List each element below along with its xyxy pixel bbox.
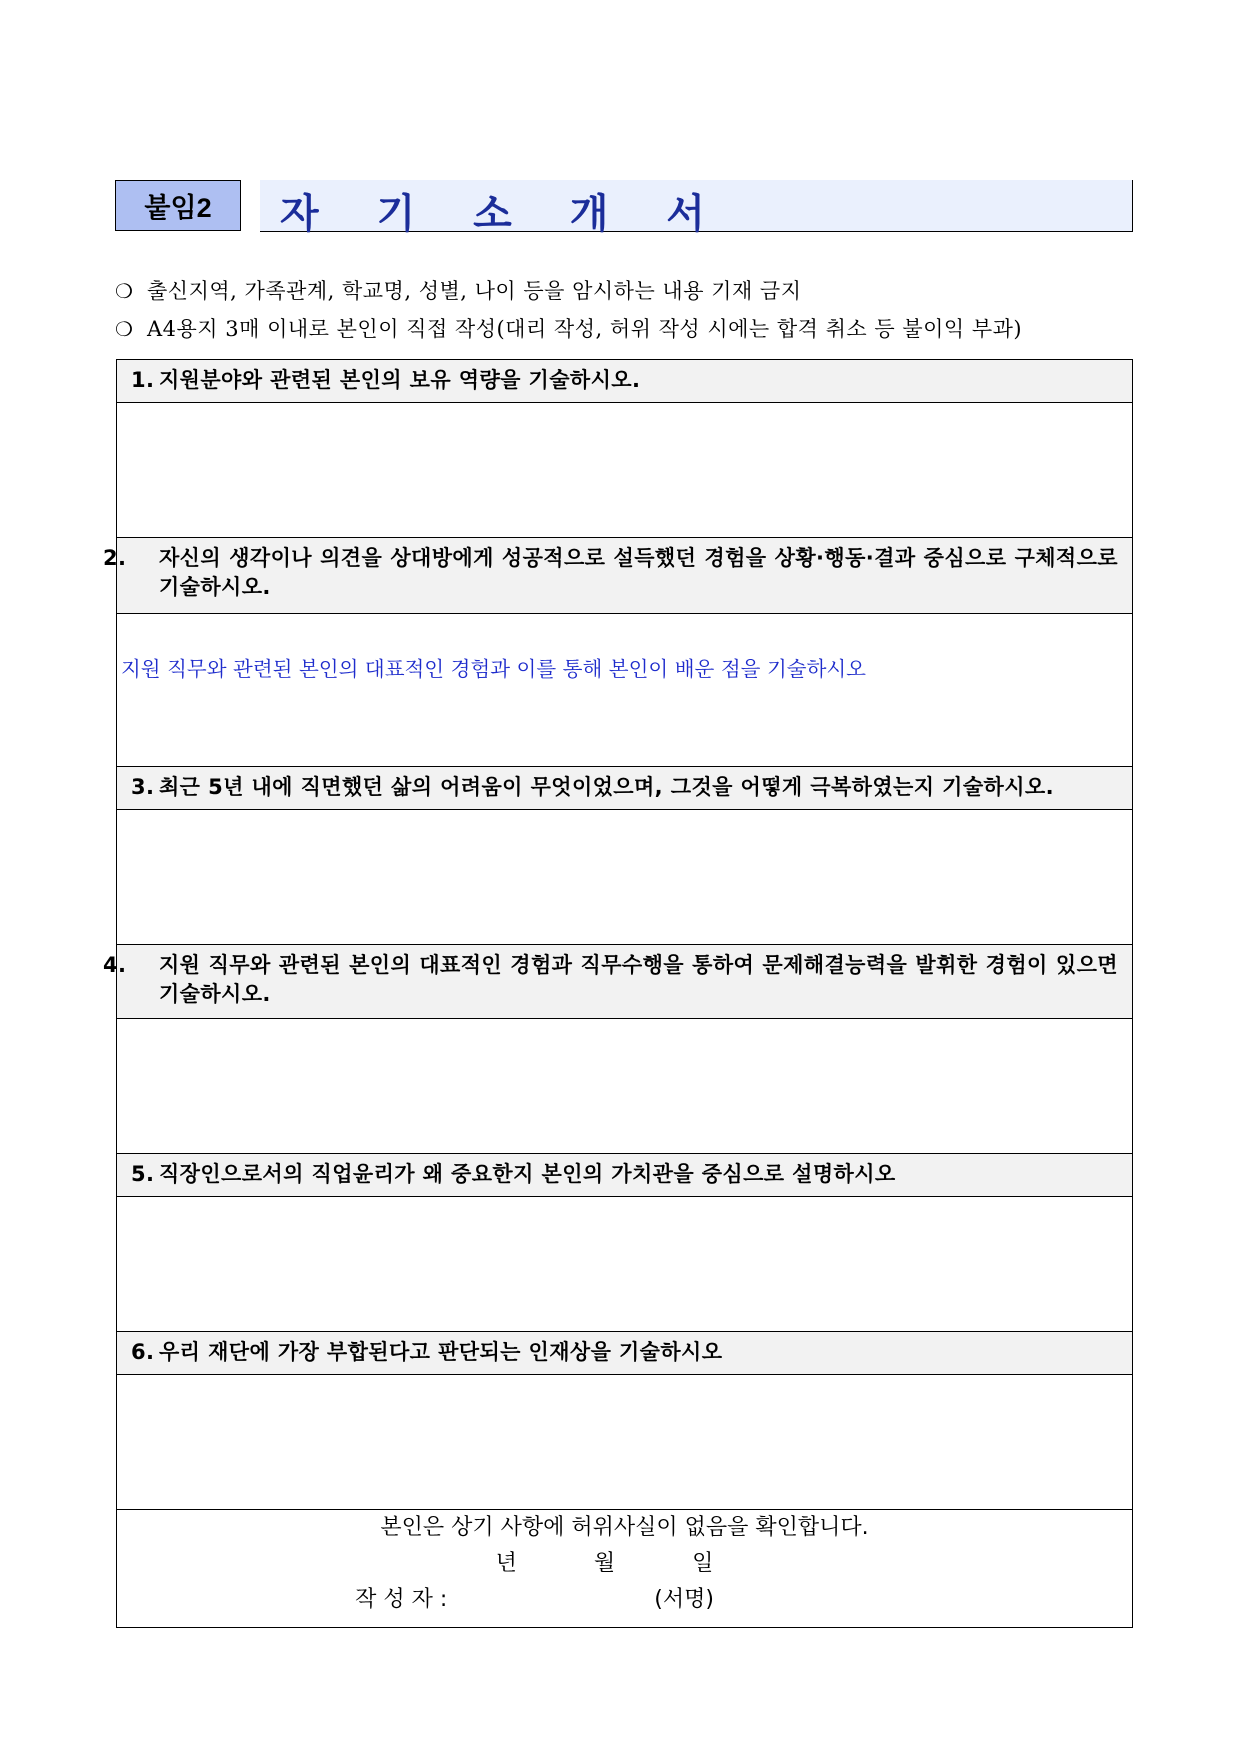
question-number: 6. xyxy=(131,1340,155,1364)
confirmation-statement: 본인은 상기 사항에 허위사실이 없음을 확인합니다. xyxy=(380,1515,869,1540)
self-introduction-form xyxy=(103,359,1133,1628)
question-6 xyxy=(117,1332,1132,1374)
circle-bullet-icon: ❍ xyxy=(115,317,134,341)
question-5 xyxy=(117,1154,1132,1196)
question-text: 직장인으로서의 직업윤리가 왜 중요한지 본인의 가치관을 중심으로 설명하시오 xyxy=(159,1162,896,1186)
question-number: 2. xyxy=(103,546,127,570)
day-label[interactable]: 일 xyxy=(692,1551,714,1576)
notice-text: A4용지 3매 이내로 본인이 직접 작성(대리 작성, 허위 작성 시에는 합격 취소 등 불이익 부과) xyxy=(147,317,1023,341)
answer-field-6[interactable] xyxy=(117,1375,1133,1510)
question-1 xyxy=(117,360,1132,402)
question-text: 지원 직무와 관련된 본인의 대표적인 경험과 직무수행을 통하여 문제해결능력을 발휘한 경험이 있으면 기술하시오. xyxy=(159,953,1118,1006)
answer-field-4[interactable] xyxy=(117,1019,1133,1154)
month-label[interactable]: 월 xyxy=(593,1551,616,1576)
answer-sample-text: 지원 직무와 관련된 본인의 대표적인 경험과 이를 통해 본인이 배운 점을 기술하시오 xyxy=(121,657,866,681)
question-number: 5. xyxy=(131,1162,155,1186)
question-text: 우리 재단에 가장 부합된다고 판단되는 인재상을 기술하시오 xyxy=(159,1340,723,1364)
answer-field-1[interactable] xyxy=(117,403,1133,538)
question-2 xyxy=(103,538,1132,613)
notice-text: 출신지역, 가족관계, 학교명, 성별, 나이 등을 암시하는 내용 기재 금지 xyxy=(147,279,802,303)
question-number: 1. xyxy=(131,368,155,392)
question-row xyxy=(103,538,1133,614)
question-text: 최근 5년 내에 직면했던 삶의 어려움이 무엇이었으며, 그것을 어떻게 극복하였는지 기술하시오. xyxy=(159,775,1054,799)
notice-list xyxy=(115,272,1135,348)
question-row xyxy=(117,1332,1133,1375)
title-banner xyxy=(260,180,1133,237)
question-row xyxy=(117,767,1133,810)
question-3 xyxy=(117,767,1132,809)
question-row xyxy=(117,360,1133,403)
answer-field-2[interactable] xyxy=(117,614,1133,767)
confirmation-section xyxy=(117,1510,1133,1628)
question-number: 3. xyxy=(131,775,155,799)
date-line xyxy=(117,1546,1132,1582)
answer-field-5[interactable] xyxy=(117,1197,1133,1332)
signature-line xyxy=(117,1582,1132,1618)
year-label[interactable]: 년 xyxy=(495,1551,517,1576)
page-title: 자 기 소 개 서 xyxy=(280,190,727,237)
question-row xyxy=(103,945,1133,1019)
question-row xyxy=(117,1154,1133,1197)
question-text: 지원분야와 관련된 본인의 보유 역량을 기술하시오. xyxy=(159,368,641,392)
circle-bullet-icon: ❍ xyxy=(115,279,134,303)
question-text: 자신의 생각이나 의견을 상대방에게 성공적으로 설득했던 경험을 상황·행동·결과 중심으로 구체적으로 기술하시오. xyxy=(159,546,1118,599)
attachment-tag: 붙임2 xyxy=(115,180,241,231)
notice-item xyxy=(115,310,1135,348)
answer-field-3[interactable] xyxy=(117,810,1133,945)
question-4 xyxy=(103,945,1132,1018)
question-number: 4. xyxy=(103,953,127,977)
notice-item xyxy=(115,272,1135,310)
writer-label: 작 성 자 : xyxy=(355,1587,448,1612)
signature-field[interactable]: (서명) xyxy=(654,1587,714,1612)
